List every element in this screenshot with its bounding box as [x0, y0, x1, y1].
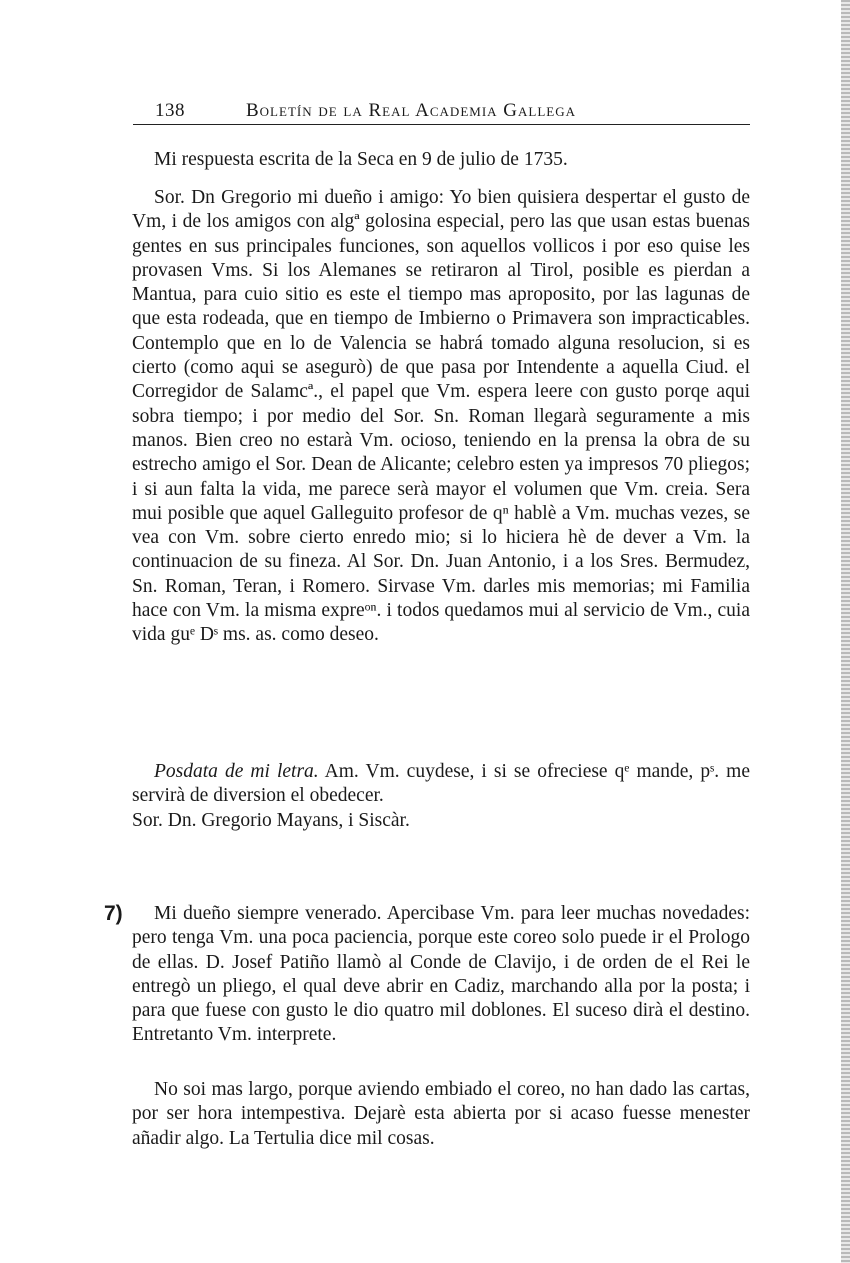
letter-1-body: Sor. Dn Gregorio mi dueño i amigo: Yo bien quisiera despertar el gusto de Vm, i de los amigos con algª golosina especial, pero las que usan estas buenas gentes en sus principales funciones, son aquellos vollicos i por eso quise les provasen Vms. Si los Alemanes se retiraron al Tirol, posible es pierdan a Mantua, para cuio sitio es este el tiempo mas aproposito, por las lagunas de que esta rodeada, que en tiempo de Imbierno o Primavera son impracticables. Contemplo que en lo de Valencia se habrá tomado alguna resolucion, si es cierto (como aqui se asegurò) de que pasa por Intendente a aquella Ciud. el Corregidor de Salamcª., el papel que Vm. espera leere con gusto porqe aqui sobra tiempo; i por medio del Sor. Sn. Roman llegarà seguramente a mis manos. Bien creo no estarà Vm. ocioso, teniendo en la prensa la obra de su estrecho amigo el Sor. Dean de Alicante; celebro esten ya impresos 70 pliegos; i si aun falta la vida, me parece serà mayor el volumen que Vm. creia. Sera mui posible que aquel Galleguito profesor de qⁿ hablè a Vm. muchas vezes, se vea con Vm. sobre cierto enredo mio; si lo hiciera hè de dever a Vm. la continuacion de su fineza. Al Sor. Dn. Juan Antonio, i a los Sres. Bermudez, Sn. Roman, Teran, i Romero. Sirvase Vm. darles mis memorias; mi Familia hace con Vm. la misma expreᵒⁿ. i todos quedamos mui al servicio de Vm., cuia vida guᵉ Dˢ ms. as. como deseo.	[132, 187, 750, 646]
scan-edge	[841, 0, 850, 1263]
letter-2-paragraph-1: Mi dueño siempre venerado. Apercibase Vm. para leer muchas novedades: pero tenga Vm. una poca paciencia, porque este coreo solo puede ir el Prologo de ellas. D. Josef Patiño llamò al Conde de Clavijo, i de orden de el Rei le entregò un pliego, el qual deve abrir en Cadiz, marchando alla por la posta; i para que fuese con gusto le dio quatro mil doblones. El suceso dirà el destino. Entretanto Vm. interprete.	[132, 903, 750, 1046]
postscript-signoff: Sor. Dn. Gregorio Mayans, i Siscàr.	[132, 809, 410, 831]
letter-2-paragraph-2: No soi mas largo, porque aviendo embiado el coreo, no han dado las cartas, por ser hora intempestiva. Dejarè esta abierta por si acaso fuesse menester añadir algo. La Tertulia dice mil cosas.	[132, 1079, 750, 1149]
page-header	[133, 98, 750, 126]
header-rule	[133, 124, 750, 125]
letter-intro	[132, 148, 750, 172]
postscript-body: Am. Vm. cuydese, i si se ofreciese qᵉ mande, pˢ. me servirà de diversion el obedecer.	[132, 761, 750, 807]
letter-2	[132, 902, 750, 1048]
letter-number-marker: 7)	[104, 902, 123, 925]
running-title: Boletín de la Real Academia Gallega	[246, 100, 576, 121]
letter-1	[132, 186, 750, 648]
intro-line: Mi respuesta escrita de la Seca en 9 de julio de 1735.	[154, 149, 568, 170]
page-number: 138	[155, 100, 185, 121]
letter-2-continuation	[132, 1078, 750, 1151]
postscript-paragraph	[132, 760, 750, 809]
postscript-label: Posdata de mi letra.	[154, 761, 319, 782]
postscript	[132, 760, 750, 833]
